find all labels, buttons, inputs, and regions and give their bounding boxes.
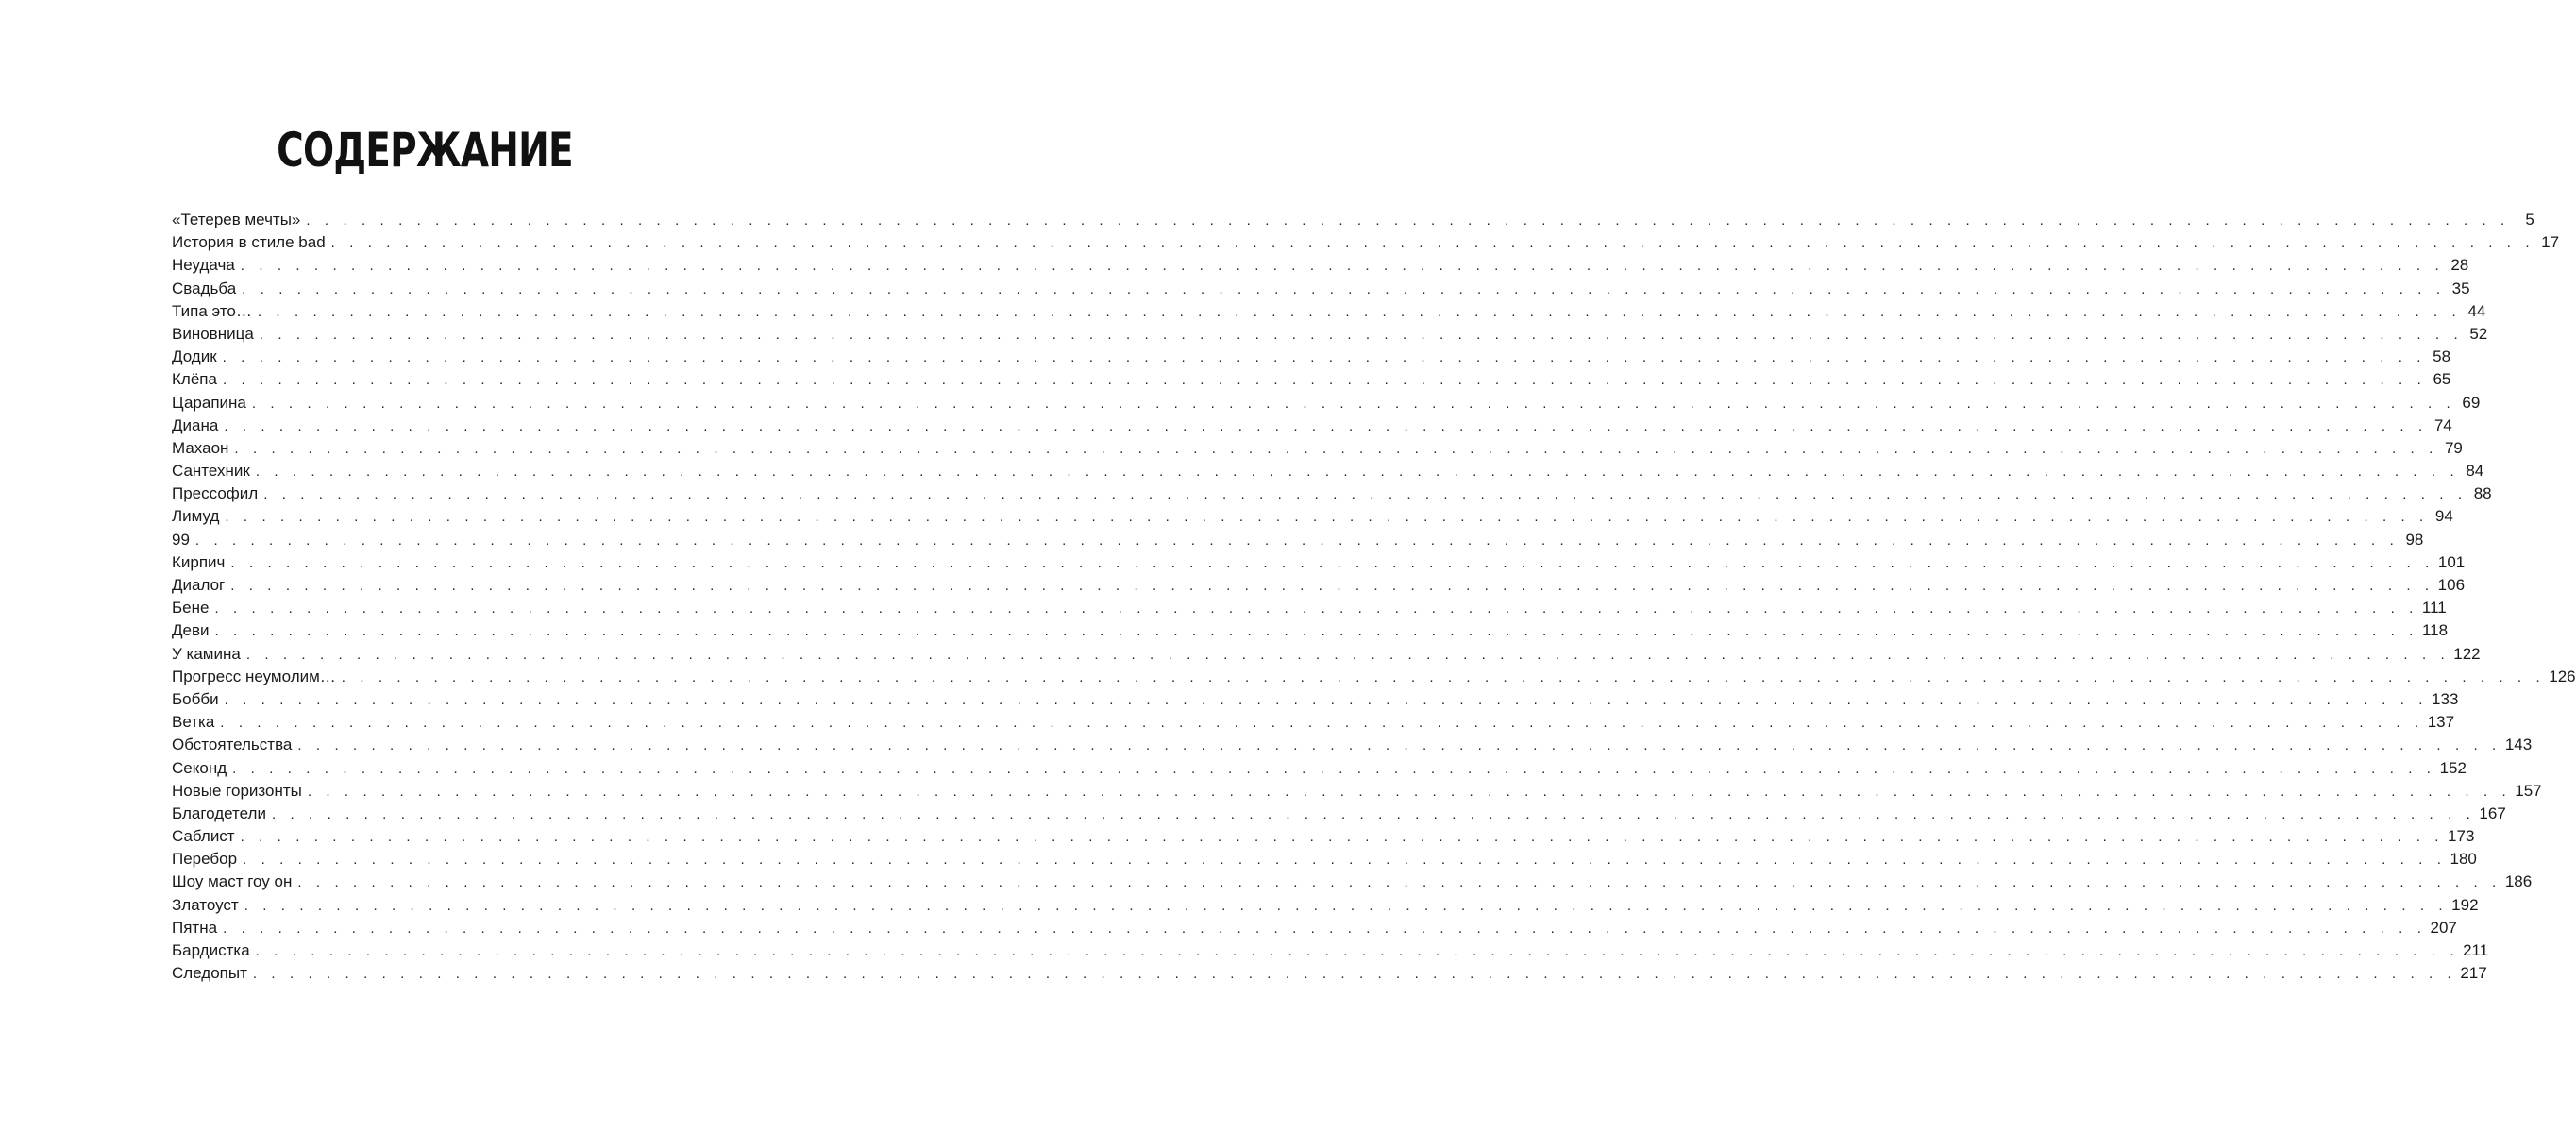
toc-entry-title: Свадьба: [172, 279, 237, 297]
toc-entry-page-number: 52: [2469, 324, 2488, 343]
toc-entry[interactable]: [172, 711, 2455, 734]
toc-entry-page-number: 84: [2466, 462, 2484, 481]
toc-entry-title: Обстоятельства: [172, 736, 293, 754]
toc-entry-title: Перебор: [172, 850, 238, 869]
toc-entry-page-number: 207: [2430, 918, 2457, 937]
dot-leader: . . . . . . . . . . . . . . . . . . . . . . . . . . . . . . . . . . . . . . . . . . . . . . . . . . . . . . . . . . . . . . . . . . . . . . . . . . . . . . . . . . . . . . . . . . . . . . . . . . . . . . . . . . . . . . . . . . . . . . . .: [255, 464, 2460, 481]
toc-entry[interactable]: [172, 505, 2453, 528]
dot-leader: . . . . . . . . . . . . . . . . . . . . . . . . . . . . . . . . . . . . . . . . . . . . . . . . . . . . . . . . . . . . . . . . . . . . . . . . . . . . . . . . . . . . . . . . . . . . . . . . . . . . . . . . . . . . . . . . . . . . . . . .: [224, 691, 2429, 708]
toc-entry-page-number: 118: [2421, 621, 2449, 640]
toc-entry[interactable]: [172, 825, 2475, 848]
toc-entry-title: Секонд: [172, 758, 227, 777]
toc-entry-page-number: 186: [2504, 872, 2533, 891]
toc-entry-page-number: 180: [2450, 850, 2477, 869]
toc-entry-page-number: 137: [2427, 713, 2455, 732]
dot-leader: . . . . . . . . . . . . . . . . . . . . . . . . . . . . . . . . . . . . . . . . . . . . . . . . . . . . . . . . . . . . . . . . . . . . . . . . . . . . . . . . . . . . . . . . . . . . . . . . . . . . . . . . . . . . . . . . . . . . . . . .: [252, 966, 2457, 983]
dot-leader: . . . . . . . . . . . . . . . . . . . . . . . . . . . . . . . . . . . . . . . . . . . . . . . . . . . . . . . . . . . . . . . . . . . . . . . . . . . . . . . . . . . . . . . . . . . . . . . . . . . . . . . . . . . . . . . . . . . . . . . .: [225, 509, 2429, 526]
toc-entry[interactable]: [172, 688, 2459, 711]
toc-entry-page-number: 211: [2463, 941, 2489, 959]
toc-entry-page-number: 152: [2439, 758, 2467, 777]
toc-entry-page-number: 192: [2451, 895, 2479, 914]
toc-entry-title: Сантехник: [172, 462, 250, 481]
toc-entry-page-number: 98: [2405, 530, 2424, 549]
toc-entry-title: Шоу маст гоу он: [172, 872, 293, 891]
dot-leader: . . . . . . . . . . . . . . . . . . . . . . . . . . . . . . . . . . . . . . . . . . . . . . . . . . . . . . . . . . . . . . . . . . . . . . . . . . . . . . . . . . . . . . . . . . . . . . . . . . . . . . . . . . . . . . . . . . . . . . . .: [297, 874, 2501, 891]
toc-entry-page-number: 65: [2433, 370, 2451, 389]
dot-leader: . . . . . . . . . . . . . . . . . . . . . . . . . . . . . . . . . . . . . . . . . . . . . . . . . . . . . . . . . . . . . . . . . . . . . . . . . . . . . . . . . . . . . . . . . . . . . . . . . . . . . . . . . . . . . . . . . . . . . . . .: [251, 395, 2456, 412]
toc-entry-title: Прессофил: [172, 484, 259, 503]
toc-entry-title: Диана: [172, 415, 219, 434]
toc-entry-page-number: 133: [2432, 689, 2459, 708]
toc-entry-page-number: 157: [2515, 781, 2542, 800]
toc-entry[interactable]: [172, 437, 2463, 460]
toc-entry[interactable]: [172, 368, 2451, 391]
toc-entry-page-number: 111: [2421, 599, 2447, 617]
dot-leader: . . . . . . . . . . . . . . . . . . . . . . . . . . . . . . . . . . . . . . . . . . . . . . . . . . . . . . . . . . . . . . . . . . . . . . . . . . . . . . . . . . . . . . . . . . . . . . . . . . . . . . . . . . . . . . . . . . . . . . . .: [263, 486, 2467, 503]
toc-entry-page-number: 217: [2460, 964, 2487, 983]
dot-leader: . . . . . . . . . . . . . . . . . . . . . . . . . . . . . . . . . . . . . . . . . . . . . . . . . . . . . . . . . . . . . . . . . . . . . . . . . . . . . . . . . . . . . . . . . . . . . . . . . . . . . . . . . . . . . . . . . . . . . . . .: [307, 783, 2512, 800]
toc-entry-title: Бардистка: [172, 941, 250, 959]
toc-entry-title: Бобби: [172, 689, 219, 708]
dot-leader: . . . . . . . . . . . . . . . . . . . . . . . . . . . . . . . . . . . . . . . . . . . . . . . . . . . . . . . . . . . . . . . . . . . . . . . . . . . . . . . . . . . . . . . . . . . . . . . . . . . . . . . . . . . . . . . . . . . . . . . .: [297, 737, 2501, 754]
dot-leader: . . . . . . . . . . . . . . . . . . . . . . . . . . . . . . . . . . . . . . . . . . . . . . . . . . . . . . . . . . . . . . . . . . . . . . . . . . . . . . . . . . . . . . . . . . . . . . . . . . . . . . . . . . . . . . . . . . . . . . . .: [341, 668, 2546, 685]
dot-leader: . . . . . . . . . . . . . . . . . . . . . . . . . . . . . . . . . . . . . . . . . . . . . . . . . . . . . . . . . . . . . . . . . . . . . . . . . . . . . . . . . . . . . . . . . . . . . . . . . . . . . . . . . . . . . . . . . . . . . . . .: [240, 829, 2445, 846]
dot-leader: . . . . . . . . . . . . . . . . . . . . . . . . . . . . . . . . . . . . . . . . . . . . . . . . . . . . . . . . . . . . . . . . . . . . . . . . . . . . . . . . . . . . . . . . . . . . . . . . . . . . . . . . . . . . . . . . . . . . . . . .: [259, 326, 2464, 343]
toc-entry-title: Ветка: [172, 713, 215, 732]
toc-entry-page-number: 167: [2479, 803, 2506, 822]
toc-entry-page-number: 101: [2437, 552, 2466, 571]
toc-entry-page-number: 173: [2448, 827, 2475, 846]
toc-entry-title: Благодетели: [172, 803, 266, 822]
toc-entry[interactable]: [172, 574, 2466, 597]
toc-entry-title: Пятна: [172, 918, 218, 937]
toc-entry[interactable]: [172, 871, 2533, 893]
dot-leader: . . . . . . . . . . . . . . . . . . . . . . . . . . . . . . . . . . . . . . . . . . . . . . . . . . . . . . . . . . . . . . . . . . . . . . . . . . . . . . . . . . . . . . . . . . . . . . . . . . . . . . . . . . . . . . . . . . . . . . . .: [271, 805, 2476, 822]
toc-entry[interactable]: [172, 209, 2534, 231]
toc-entry[interactable]: [172, 597, 2447, 619]
dot-leader: . . . . . . . . . . . . . . . . . . . . . . . . . . . . . . . . . . . . . . . . . . . . . . . . . . . . . . . . . . . . . . . . . . . . . . . . . . . . . . . . . . . . . . . . . . . . . . . . . . . . . . . . . . . . . . . . . . . . . . . .: [242, 280, 2446, 297]
toc-entry-page-number: 94: [2434, 507, 2453, 526]
toc-entry-page-number: 143: [2504, 736, 2533, 754]
toc-entry[interactable]: [172, 643, 2481, 666]
toc-entry[interactable]: [172, 323, 2488, 346]
toc-entry[interactable]: [172, 917, 2457, 939]
toc-entry-page-number: 28: [2450, 256, 2469, 275]
toc-entry-title: Диалог: [172, 576, 226, 594]
toc-entry-title: Царапина: [172, 393, 246, 412]
toc-entry-title: Прогресс неумолим…: [172, 667, 336, 685]
toc-entry-title: Златоуст: [172, 895, 239, 914]
toc-entry-page-number: 126: [2549, 667, 2576, 685]
toc-entry[interactable]: [172, 848, 2477, 871]
dot-leader: . . . . . . . . . . . . . . . . . . . . . . . . . . . . . . . . . . . . . . . . . . . . . . . . . . . . . . . . . . . . . . . . . . . . . . . . . . . . . . . . . . . . . . . . . . . . . . . . . . . . . . . . . . . . . . . . . . . . . . . .: [230, 578, 2434, 594]
toc-entry[interactable]: [172, 254, 2469, 277]
dot-leader: . . . . . . . . . . . . . . . . . . . . . . . . . . . . . . . . . . . . . . . . . . . . . . . . . . . . . . . . . . . . . . . . . . . . . . . . . . . . . . . . . . . . . . . . . . . . . . . . . . . . . . . . . . . . . . . . . . . . . . . .: [257, 303, 2462, 320]
dot-leader: . . . . . . . . . . . . . . . . . . . . . . . . . . . . . . . . . . . . . . . . . . . . . . . . . . . . . . . . . . . . . . . . . . . . . . . . . . . . . . . . . . . . . . . . . . . . . . . . . . . . . . . . . . . . . . . . . . . . . . . .: [244, 897, 2449, 914]
dot-leader: . . . . . . . . . . . . . . . . . . . . . . . . . . . . . . . . . . . . . . . . . . . . . . . . . . . . . . . . . . . . . . . . . . . . . . . . . . . . . . . . . . . . . . . . . . . . . . . . . . . . . . . . . . . . . . . . . . . . . . . .: [240, 258, 2445, 275]
toc-entry[interactable]: [172, 894, 2479, 917]
dot-leader: . . . . . . . . . . . . . . . . . . . . . . . . . . . . . . . . . . . . . . . . . . . . . . . . . . . . . . . . . . . . . . . . . . . . . . . . . . . . . . . . . . . . . . . . . . . . . . . . . . . . . . . . . . . . . . . . . . . . . . . .: [194, 532, 2399, 549]
toc-entry-page-number: 122: [2453, 644, 2481, 663]
toc-entry-title: Неудача: [172, 256, 235, 275]
toc-entry[interactable]: [172, 529, 2424, 551]
toc-entry[interactable]: [172, 780, 2542, 803]
toc-entry[interactable]: [172, 939, 2489, 962]
dot-leader: . . . . . . . . . . . . . . . . . . . . . . . . . . . . . . . . . . . . . . . . . . . . . . . . . . . . . . . . . . . . . . . . . . . . . . . . . . . . . . . . . . . . . . . . . . . . . . . . . . . . . . . . . . . . . . . . . . . . . . . .: [234, 440, 2438, 457]
toc-entry[interactable]: [172, 231, 2560, 254]
dot-leader: . . . . . . . . . . . . . . . . . . . . . . . . . . . . . . . . . . . . . . . . . . . . . . . . . . . . . . . . . . . . . . . . . . . . . . . . . . . . . . . . . . . . . . . . . . . . . . . . . . . . . . . . . . . . . . . . . . . . . . . .: [224, 417, 2428, 434]
toc-entry-title: 99: [172, 530, 190, 549]
toc-entry[interactable]: [172, 414, 2452, 437]
toc-entry[interactable]: [172, 392, 2481, 414]
toc-entry[interactable]: [172, 482, 2492, 505]
toc-entry-page-number: 17: [2541, 233, 2560, 252]
dot-leader: . . . . . . . . . . . . . . . . . . . . . . . . . . . . . . . . . . . . . . . . . . . . . . . . . . . . . . . . . . . . . . . . . . . . . . . . . . . . . . . . . . . . . . . . . . . . . . . . . . . . . . . . . . . . . . . . . . . . . . . .: [306, 212, 2510, 228]
toc-entry[interactable]: [172, 734, 2533, 756]
toc-entry-page-number: 88: [2473, 484, 2492, 503]
toc-entry[interactable]: [172, 803, 2506, 825]
toc-entry-title: У камина: [172, 644, 241, 663]
toc-entry-title: Лимуд: [172, 507, 220, 526]
toc-entry-title: Махаон: [172, 438, 229, 457]
toc-entry[interactable]: [172, 460, 2484, 482]
toc-entry-title: Клёпа: [172, 370, 217, 389]
dot-leader: . . . . . . . . . . . . . . . . . . . . . . . . . . . . . . . . . . . . . . . . . . . . . . . . . . . . . . . . . . . . . . . . . . . . . . . . . . . . . . . . . . . . . . . . . . . . . . . . . . . . . . . . . . . . . . . . . . . . . . . .: [243, 852, 2447, 869]
dot-leader: . . . . . . . . . . . . . . . . . . . . . . . . . . . . . . . . . . . . . . . . . . . . . . . . . . . . . . . . . . . . . . . . . . . . . . . . . . . . . . . . . . . . . . . . . . . . . . . . . . . . . . . . . . . . . . . . . . . . . . . .: [330, 235, 2535, 252]
toc-entry-title: Типа это…: [172, 301, 252, 320]
toc-entry-page-number: 35: [2451, 279, 2470, 297]
toc-entry-page-number: 5: [2525, 211, 2534, 228]
toc-entry-title: Следопыт: [172, 964, 247, 983]
toc-entry[interactable]: [172, 300, 2486, 323]
toc-entry-page-number: 58: [2433, 347, 2451, 366]
dot-leader: . . . . . . . . . . . . . . . . . . . . . . . . . . . . . . . . . . . . . . . . . . . . . . . . . . . . . . . . . . . . . . . . . . . . . . . . . . . . . . . . . . . . . . . . . . . . . . . . . . . . . . . . . . . . . . . . . . . . . . . .: [222, 349, 2427, 366]
toc-entry-title: Новые горизонты: [172, 781, 302, 800]
dot-leader: . . . . . . . . . . . . . . . . . . . . . . . . . . . . . . . . . . . . . . . . . . . . . . . . . . . . . . . . . . . . . . . . . . . . . . . . . . . . . . . . . . . . . . . . . . . . . . . . . . . . . . . . . . . . . . . . . . . . . . . .: [255, 943, 2460, 959]
dot-leader: . . . . . . . . . . . . . . . . . . . . . . . . . . . . . . . . . . . . . . . . . . . . . . . . . . . . . . . . . . . . . . . . . . . . . . . . . . . . . . . . . . . . . . . . . . . . . . . . . . . . . . . . . . . . . . . . . . . . . . . .: [214, 600, 2418, 617]
toc-entry-page-number: 44: [2467, 301, 2486, 320]
toc-entry-title: Виновница: [172, 324, 254, 343]
toc-entry[interactable]: [172, 666, 2576, 688]
dot-leader: . . . . . . . . . . . . . . . . . . . . . . . . . . . . . . . . . . . . . . . . . . . . . . . . . . . . . . . . . . . . . . . . . . . . . . . . . . . . . . . . . . . . . . . . . . . . . . . . . . . . . . . . . . . . . . . . . . . . . . . .: [245, 646, 2450, 663]
dot-leader: . . . . . . . . . . . . . . . . . . . . . . . . . . . . . . . . . . . . . . . . . . . . . . . . . . . . . . . . . . . . . . . . . . . . . . . . . . . . . . . . . . . . . . . . . . . . . . . . . . . . . . . . . . . . . . . . . . . . . . . .: [222, 372, 2427, 389]
toc-entry-title: Саблист: [172, 827, 235, 846]
toc-entry-title: История в стиле bad: [172, 233, 326, 252]
toc-entry-title: «Тетерев мечты»: [172, 211, 301, 228]
toc-entry[interactable]: [172, 278, 2470, 300]
toc-entry-title: Бене: [172, 599, 210, 617]
dot-leader: . . . . . . . . . . . . . . . . . . . . . . . . . . . . . . . . . . . . . . . . . . . . . . . . . . . . . . . . . . . . . . . . . . . . . . . . . . . . . . . . . . . . . . . . . . . . . . . . . . . . . . . . . . . . . . . . . . . . . . . .: [214, 623, 2418, 640]
toc-entry-page-number: 69: [2462, 393, 2481, 412]
toc-entry-page-number: 106: [2437, 576, 2466, 594]
toc-entry-page-number: 74: [2433, 415, 2452, 434]
toc-entry[interactable]: [172, 346, 2451, 368]
toc-entry-title: Деви: [172, 621, 210, 640]
dot-leader: . . . . . . . . . . . . . . . . . . . . . . . . . . . . . . . . . . . . . . . . . . . . . . . . . . . . . . . . . . . . . . . . . . . . . . . . . . . . . . . . . . . . . . . . . . . . . . . . . . . . . . . . . . . . . . . . . . . . . . . .: [232, 760, 2436, 777]
dot-leader: . . . . . . . . . . . . . . . . . . . . . . . . . . . . . . . . . . . . . . . . . . . . . . . . . . . . . . . . . . . . . . . . . . . . . . . . . . . . . . . . . . . . . . . . . . . . . . . . . . . . . . . . . . . . . . . . . . . . . . . .: [220, 715, 2424, 732]
toc-entry[interactable]: [172, 757, 2467, 780]
toc-entry-title: Додик: [172, 347, 217, 366]
toc-entry-title: Кирпич: [172, 552, 226, 571]
toc-entry-page-number: 79: [2444, 438, 2463, 457]
page-title: СОДЕРЖАНИЕ: [277, 122, 573, 178]
toc-entry[interactable]: [172, 962, 2487, 985]
table-of-contents: [172, 209, 2576, 985]
toc-entry[interactable]: [172, 619, 2449, 642]
toc-entry[interactable]: [172, 551, 2466, 574]
dot-leader: . . . . . . . . . . . . . . . . . . . . . . . . . . . . . . . . . . . . . . . . . . . . . . . . . . . . . . . . . . . . . . . . . . . . . . . . . . . . . . . . . . . . . . . . . . . . . . . . . . . . . . . . . . . . . . . . . . . . . . . .: [223, 920, 2427, 937]
dot-leader: . . . . . . . . . . . . . . . . . . . . . . . . . . . . . . . . . . . . . . . . . . . . . . . . . . . . . . . . . . . . . . . . . . . . . . . . . . . . . . . . . . . . . . . . . . . . . . . . . . . . . . . . . . . . . . . . . . . . . . . .: [230, 554, 2434, 571]
